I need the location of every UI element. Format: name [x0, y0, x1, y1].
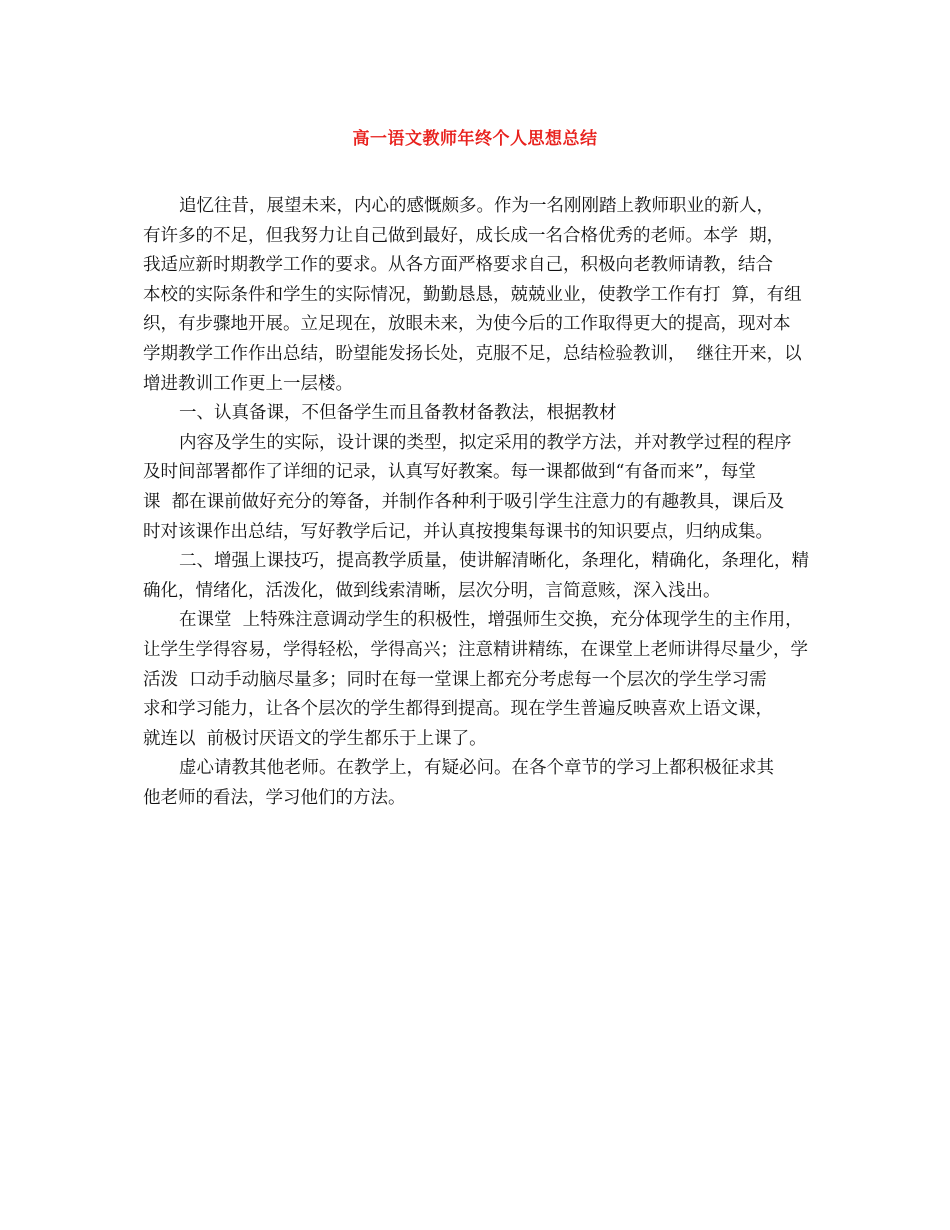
- text-line: 二、增强上课技巧，提高教学质量，使讲解清晰化，条理化，精确化，条理化，精: [179, 551, 809, 572]
- text-line: 本校的实际条件和学生的实际情况，勤勤恳恳，兢兢业业，使教学工作有打 算，有组: [143, 284, 802, 305]
- text-line: 课 都在课前做好充分的筹备，并制作各种利于吸引学生注意力的有趣教具，课后及: [143, 491, 785, 512]
- text-line: 追忆往昔，展望未来，内心的感慨颇多。作为一名刚刚踏上教师职业的新人，: [179, 196, 774, 216]
- text-line: 时对该课作出总结，写好教学后记，并认真按搜集每课书的知识要点，归纳成集。: [143, 521, 773, 542]
- text-line: 他老师的看法，学习他们的方法。: [143, 787, 406, 808]
- text-line: 有许多的不足，但我努力让自己做到最好，成长成一名合格优秀的老师。本学 期，: [143, 225, 785, 246]
- text-line: 一、认真备课，不但备学生而且备教材备教法，根据教材: [179, 403, 617, 424]
- text-line: 求和学习能力，让各个层次的学生都得到提高。现在学生普遍反映喜欢上语文课，: [143, 699, 773, 720]
- document-title: 高一语文教师年终个人思想总结: [352, 129, 598, 149]
- text-line: 织，有步骤地开展。立足现在，放眼未来，为使今后的工作取得更大的提高，现对本: [143, 314, 791, 335]
- text-line: 及时间部署都作了详细的记录，认真写好教案。每一课都做到“有备而来”，每堂: [143, 462, 756, 483]
- text-line: 增进教训工作更上一层楼。: [143, 373, 353, 394]
- text-line: 内容及学生的实际，设计课的类型，拟定采用的教学方法，并对教学过程的程序: [179, 432, 792, 453]
- text-line: 学期教学工作作出总结，盼望能发扬长处，克服不足，总结检验教训， 继往开来，以: [143, 343, 802, 364]
- document-body: [143, 192, 807, 813]
- text-line: 就连以 前极讨厌语文的学生都乐于上课了。: [143, 728, 487, 749]
- text-line: 我适应新时期教学工作的要求。从各方面严格要求自己，积极向老教师请教，结合: [143, 255, 773, 276]
- text-line: 让学生学得容易，学得轻松，学得高兴；注意精讲精练，在课堂上老师讲得尽量少，学: [143, 639, 808, 660]
- text-line: 在课堂 上特殊注意调动学生的积极性，增强师生交换，充分体现学生的主作用，: [179, 610, 803, 631]
- text-line: 虚心请教其他老师。在教学上，有疑必问。在各个章节的学习上都积极征求其: [179, 758, 774, 779]
- text-line: 确化，情绪化，活泼化，做到线索清晰，层次分明，言简意赅，深入浅出。: [143, 580, 721, 601]
- text-line: 活泼 口动手动脑尽量多；同时在每一堂课上都充分考虑每一个层次的学生学习需: [143, 669, 767, 690]
